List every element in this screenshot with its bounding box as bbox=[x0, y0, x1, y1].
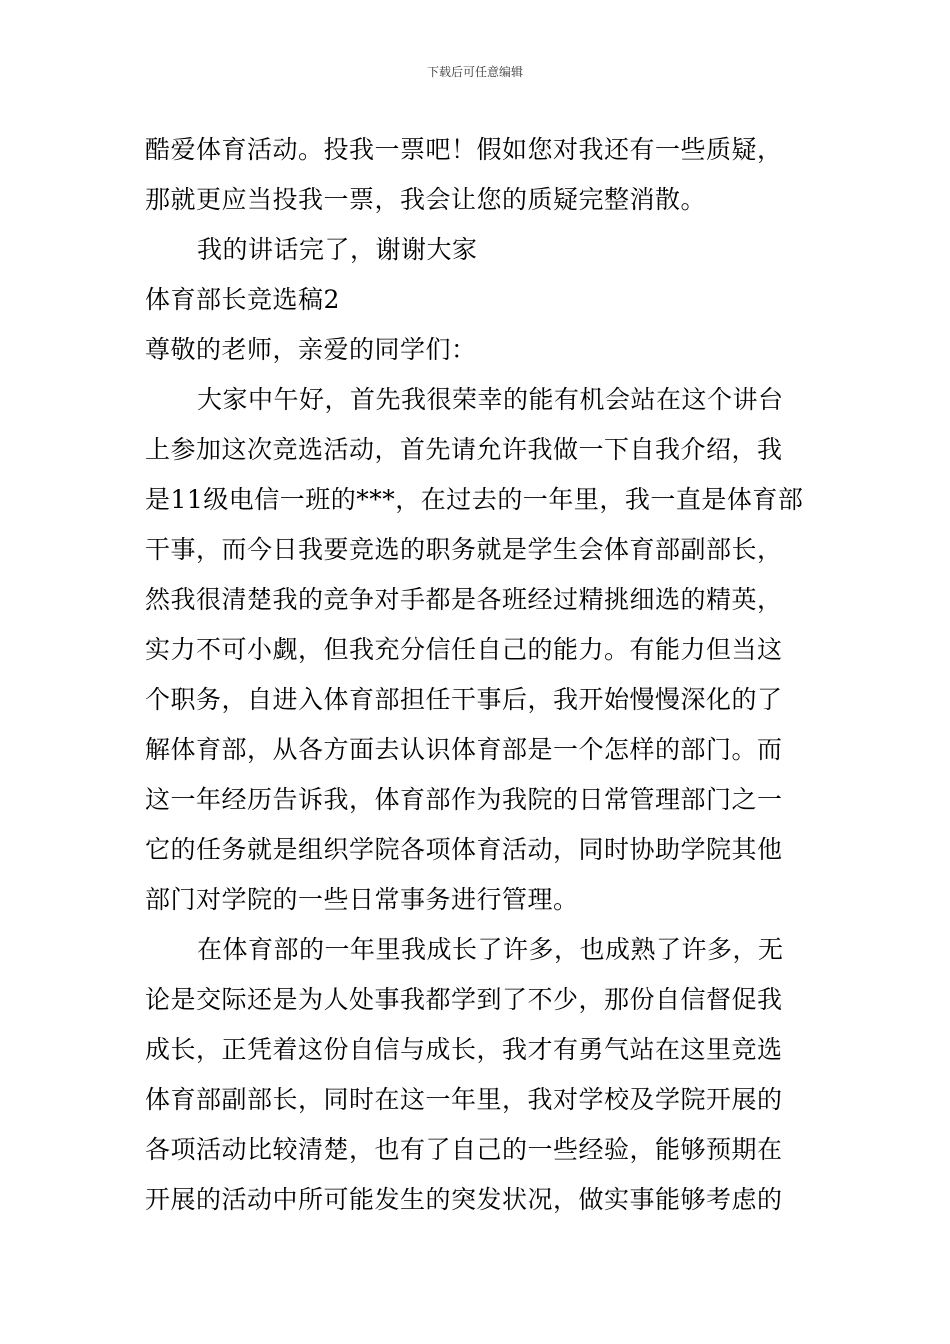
section-title: 体育部长竞选稿2 bbox=[145, 285, 340, 314]
text-line-21: 各项活动比较清楚，也有了自己的一些经验，能够预期在 bbox=[145, 1135, 783, 1164]
text-line-18: 论是交际还是为人处事我都学到了不少，那份自信督促我 bbox=[145, 985, 783, 1014]
salutation: 尊敬的老师，亲爱的同学们： bbox=[145, 335, 477, 364]
text-line-7: 上参加这次竞选活动，首先请允许我做一下自我介绍，我 bbox=[145, 435, 783, 464]
text-line-12: 个职务，自进入体育部担任干事后，我开始慢慢深化的了 bbox=[145, 685, 783, 714]
text-line-15: 它的任务就是组织学院各项体育活动，同时协助学院其他 bbox=[145, 835, 783, 864]
text-line-9: 干事，而今日我要竞选的职务就是学生会体育部副部长， bbox=[145, 535, 783, 564]
text-line-2: 那就更应当投我一票，我会让您的质疑完整消散。 bbox=[145, 185, 707, 214]
text-line-13: 解体育部，从各方面去认识体育部是一个怎样的部门。而 bbox=[145, 735, 783, 764]
download-note: 下载后可任意编辑 bbox=[426, 65, 523, 79]
text-line-17: 在体育部的一年里我成长了许多，也成熟了许多，无 bbox=[197, 935, 784, 964]
text-line-19: 成长，正凭着这份自信与成长，我才有勇气站在这里竞选 bbox=[145, 1035, 783, 1064]
text-line-22: 开展的活动中所可能发生的突发状况，做实事能够考虑的 bbox=[145, 1185, 783, 1214]
text-line-14: 这一年经历告诉我，体育部作为我院的日常管理部门之一 bbox=[145, 785, 783, 814]
text-line-3: 我的讲话完了，谢谢大家 bbox=[197, 235, 478, 264]
text-line-11: 实力不可小觑，但我充分信任自己的能力。有能力但当这 bbox=[145, 635, 783, 664]
text-line-1: 酷爱体育活动。投我一票吧！假如您对我还有一些质疑， bbox=[145, 135, 783, 164]
text-line-8: 是11级电信一班的***，在过去的一年里，我一直是体育部 bbox=[145, 485, 804, 514]
text-line-16: 部门对学院的一些日常事务进行管理。 bbox=[145, 885, 579, 914]
text-line-10: 然我很清楚我的竞争对手都是各班经过精挑细选的精英， bbox=[145, 585, 783, 614]
text-line-6: 大家中午好，首先我很荣幸的能有机会站在这个讲台 bbox=[197, 385, 784, 414]
text-line-20: 体育部副部长，同时在这一年里，我对学校及学院开展的 bbox=[145, 1085, 783, 1114]
